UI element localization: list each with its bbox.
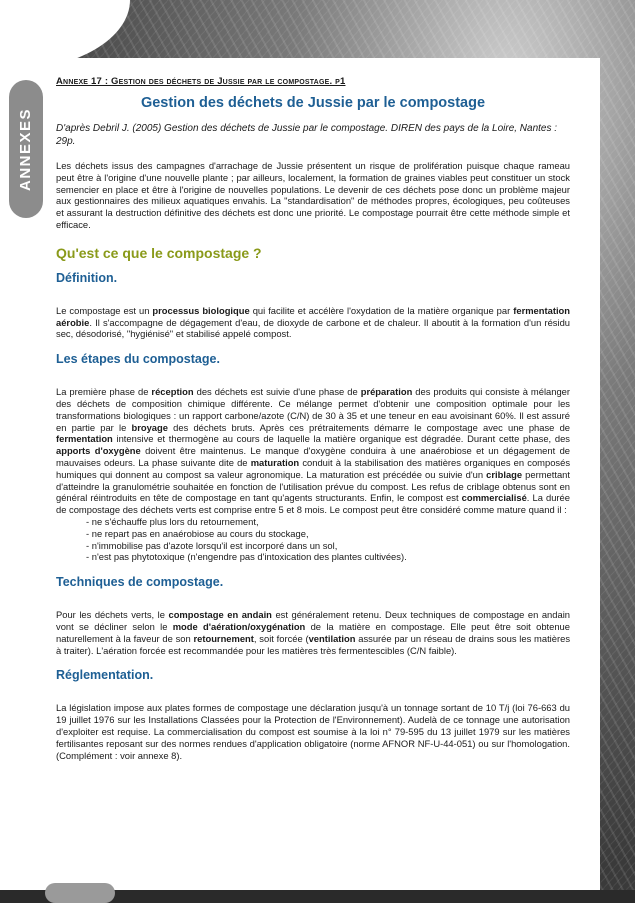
list-item: - n'est pas phytotoxique (n'engendre pas d'intoxication des plantes cultivées). bbox=[86, 551, 570, 563]
side-tab-label: ANNEXES bbox=[17, 107, 35, 191]
annex-number: Annexe 17 bbox=[56, 76, 102, 87]
list-item: - n'immobilise pas d'azote lorsqu'il est incorporé dans un sol, bbox=[86, 540, 570, 552]
techniques-heading: Techniques de compostage. bbox=[56, 575, 224, 590]
annex-header: Annexe 17 : Gestion des déchets de Jussie par le compostage. p1 bbox=[56, 76, 346, 87]
document-title: Gestion des déchets de Jussie par le compostage bbox=[140, 95, 486, 111]
main-heading: Qu'est ce que le compostage ? bbox=[56, 244, 262, 261]
etapes-heading: Les étapes du compostage. bbox=[56, 352, 220, 367]
maturity-criteria-list bbox=[56, 516, 570, 563]
intro-paragraph: Les déchets issus des campagnes d'arrachage de Jussie présentent un risque de prolifération puisque chaque rameau peut être à l'origine d'une nouvelle plante ; par ailleurs, localement, la formation de graines viables peut constituer un stock semencier en place et être à l'origine de nouvelles populations. Le devenir de ces déchets pose donc un problème majeur aux gestionnaires des milieux aquatiques envahis. La "standardisation" de méthodes propres, écologiques, peu coûteuses et assurant la destruction définitive des déchets est donc une priorité. Le compostage pourrait être cette méthode simple et efficace. bbox=[56, 160, 570, 230]
bottom-tab-decoration bbox=[45, 883, 115, 903]
definition-heading: Définition. bbox=[56, 270, 118, 285]
list-item: - ne repart pas en anaérobiose au cours du stockage, bbox=[86, 528, 570, 540]
definition-paragraph: Le compostage est un processus biologique qui facilite et accélère l'oxydation de la matière organique par fermentation aérobie. Il s'accompagne de dégagement d'eau, de dioxyde de carbone et de chaleur. Il aboutit à la formation d'un résidu sec, désodorisé, "hygiénisé" et stabilisé appelé compost. bbox=[56, 304, 571, 340]
reglementation-paragraph: La législation impose aux plates formes de compostage une déclaration jusqu'à un tonnage sortant de 10 T/j (loi 76-663 du 19 juillet 1976 sur les Installations Classées pour la Protection de l'Environnement). Audelà de ce tonnage une autorisation d'exploiter est requise. La commercialisation du compost est soumise à la loi n° 79-595 du 13 juillet 1979 sur les matières fertilisantes reposant sur des normes rendues d'application obligatoire (norme AFNOR NF-U-44-051) ou sur l'homologation. (Complément : voir annexe 8). bbox=[56, 702, 570, 761]
list-item: - ne s'échauffe plus lors du retournement, bbox=[86, 516, 570, 528]
techniques-paragraph: Pour les déchets verts, le compostage en andain est généralement retenu. Deux techniques de compostage en andain vont se décliner selon le mode d'aération/oxygénation de la matière en compostage. Elle peut être soit obtenue naturellement à la faveur de son retournement, soit forcée (ventilation assurée par un réseau de drains sous les matières à traiter). L'aération forcée est recommandée pour les matières très fermentescibles (C/N faible). bbox=[56, 609, 571, 656]
document-content bbox=[56, 76, 570, 761]
bibliographic-reference: D'après Debril J. (2005) Gestion des déchets de Jussie par le compostage. DIREN des pays de la Loire, Nantes : 29p. bbox=[56, 123, 558, 147]
annexes-side-tab[interactable] bbox=[9, 80, 43, 218]
reglementation-heading: Réglementation. bbox=[56, 668, 154, 683]
annex-header-text: Gestion des déchets de Jussie par le compostage. p1 bbox=[111, 76, 346, 87]
etapes-paragraph: La première phase de réception des déchets est suivie d'une phase de préparation des produits qui consiste à mélanger des déchets de composition chimique différente. Ce mélange permet d'obtenir une composition optimale pour les transformations biologiques : un rapport carbone/azote (C/N) de 30 à 35 et une teneur en eau avoisinant 60%. Il est assuré en partie par le broyage des déchets bruts. Après ces prétraitements démarre le compostage avec une phase de fermentation intensive et thermogène au cours de laquelle la matière organique est dégradée. Durant cette phase, des apports d'oxygène doivent être maintenus. Le manque d'oxygène conduira à une anaérobiose et un dégagement de mauvaises odeurs. La phase suivante dite de maturation conduit à la stabilisation des matières organiques en composés humiques qui donnent au compost sa valeur agronomique. La maturation est précédée ou suivie d'un criblage permettant d'atteindre la granulométrie souhaitée en fonction de l'utilisation prévue du compost. Les refus de criblage obtenus sont en général réintroduits en tête de compostage en tant qu'agents structurants. Enfin, le compost est commercialisé. La durée de compostage des déchets verts est comprise entre 5 et 8 mois. Le compost peut être considéré comme mature quand il : bbox=[56, 386, 571, 516]
